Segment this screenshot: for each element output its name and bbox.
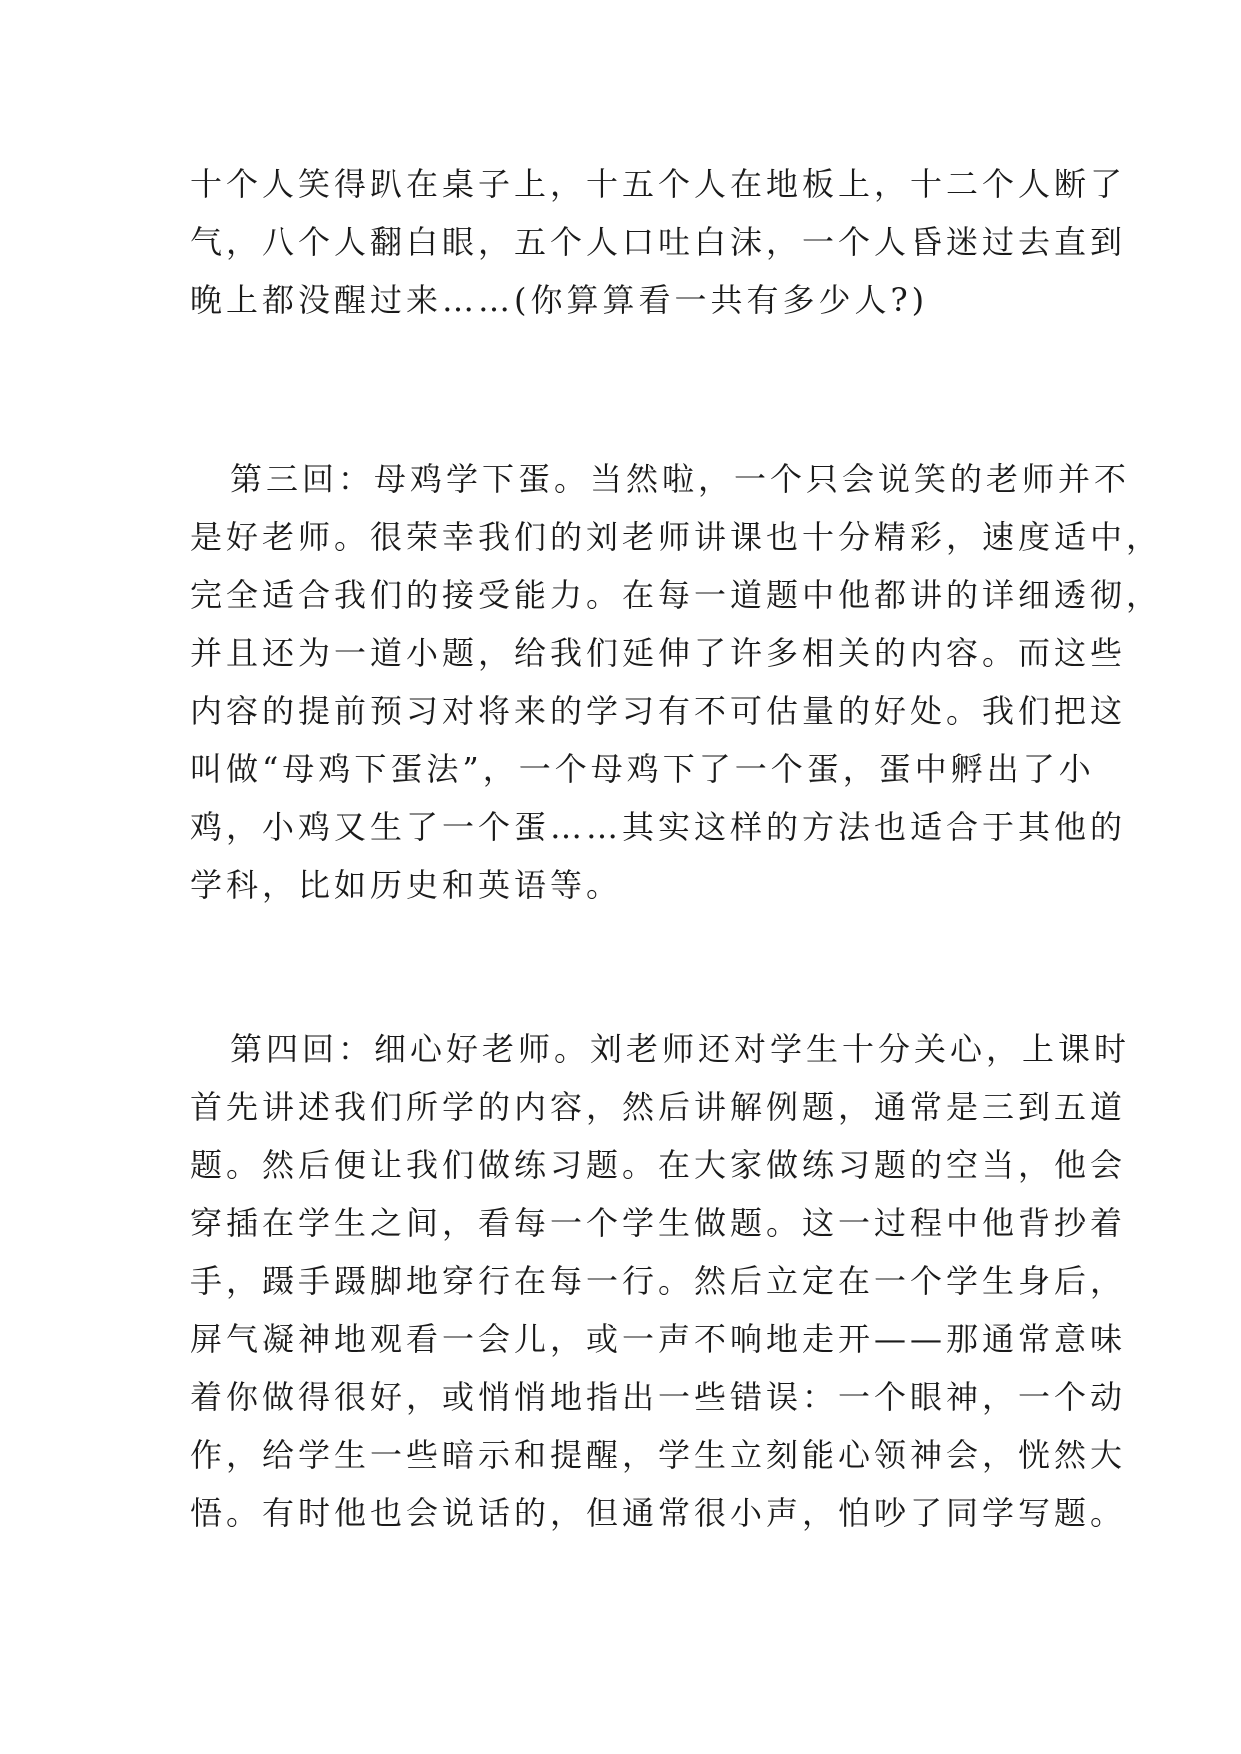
paragraph-line: 首先讲述我们所学的内容，然后讲解例题，通常是三到五道 (190, 1088, 1127, 1126)
paragraph-2 (190, 450, 1163, 914)
paragraph-line: 着你做得很好，或悄悄地指出一些错误：一个眼神，一个动 (190, 1378, 1127, 1416)
paragraph-line: 十个人笑得趴在桌子上，十五个人在地板上，十二个人断了 (190, 165, 1127, 203)
paragraph-line: 叫做“母鸡下蛋法”，一个母鸡下了一个蛋，蛋中孵出了小 (190, 750, 1095, 788)
paragraph-line: 是好老师。很荣幸我们的刘老师讲课也十分精彩，速度适中， (190, 518, 1163, 556)
paragraph-line: 内容的提前预习对将来的学习有不可估量的好处。我们把这 (190, 692, 1127, 730)
paragraph-line: 学科，比如历史和英语等。 (190, 866, 623, 904)
paragraph-line: 穿插在学生之间，看每一个学生做题。这一过程中他背抄着 (190, 1204, 1127, 1242)
paragraph-line: 作，给学生一些暗示和提醒，学生立刻能心领神会，恍然大 (190, 1436, 1127, 1474)
paragraph-line: 题。然后便让我们做练习题。在大家做练习题的空当，他会 (190, 1146, 1127, 1184)
paragraph-line: 并且还为一道小题，给我们延伸了许多相关的内容。而这些 (190, 634, 1127, 672)
paragraph-line: 鸡，小鸡又生了一个蛋……其实这样的方法也适合于其他的 (190, 808, 1127, 846)
paragraph-line: 晚上都没醒过来……(你算算看一共有多少人?) (190, 281, 929, 319)
paragraph-3 (190, 1020, 1131, 1542)
paragraph-line: 气，八个人翻白眼，五个人口吐白沫，一个人昏迷过去直到 (190, 223, 1127, 261)
paragraph-line: 屏气凝神地观看一会儿，或一声不响地走开——那通常意味 (190, 1320, 1127, 1358)
paragraph-line: 手，蹑手蹑脚地穿行在每一行。然后立定在一个学生身后， (190, 1262, 1127, 1300)
paragraph-line: 第四回：细心好老师。刘老师还对学生十分关心，上课时 (230, 1030, 1131, 1068)
paragraph-1 (190, 155, 1127, 329)
paragraph-line: 完全适合我们的接受能力。在每一道题中他都讲的详细透彻， (190, 576, 1163, 614)
paragraph-line: 悟。有时他也会说话的，但通常很小声，怕吵了同学写题。 (190, 1494, 1127, 1532)
paragraph-line: 第三回：母鸡学下蛋。当然啦，一个只会说笑的老师并不 (230, 460, 1131, 498)
